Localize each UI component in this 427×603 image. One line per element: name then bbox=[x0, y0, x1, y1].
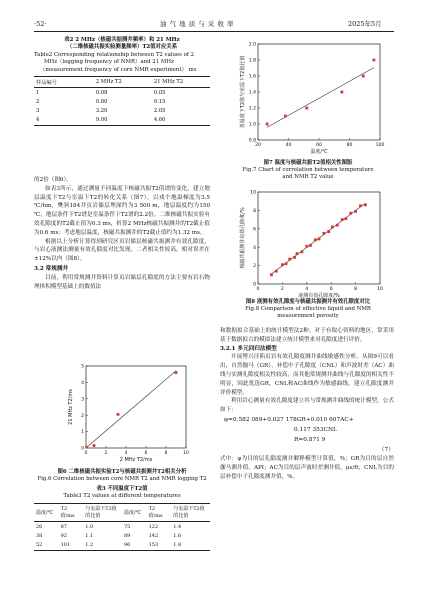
table-cell: 2.05 bbox=[153, 108, 166, 115]
paragraph: 式中：φ为目的层孔隙度测井解释模型计算值，%；GR为目的层自然伽马测井值，API；AC为目的层声波时差测井值，μs/ft；CNL为目的层补偿中子孔隙度测井值，%。 bbox=[220, 455, 394, 480]
y-tick-label: 2 bbox=[253, 264, 256, 270]
data-point bbox=[285, 262, 288, 265]
table-cell: 1 bbox=[36, 89, 40, 96]
equation-number: （7） bbox=[378, 446, 394, 453]
fig7-caption-en: Fig.7 Chart of correlation between temperature bbox=[242, 167, 374, 173]
table-row bbox=[34, 97, 210, 106]
x-tick-label: 10 bbox=[377, 287, 383, 292]
table2-title-en2: MHz（logging frequency of NMR）and 21 MHz bbox=[44, 59, 174, 66]
table-cell: 4 bbox=[36, 117, 40, 124]
fig8-chart bbox=[228, 186, 388, 300]
data-point bbox=[309, 244, 312, 247]
table2-title-en: Table2 Corresponding relationship between T2 values of 2 bbox=[34, 51, 195, 58]
table3-title-cn: 表3 不同温度下T2值 bbox=[96, 486, 148, 492]
table3-block bbox=[34, 486, 210, 551]
table2 bbox=[34, 77, 210, 125]
y-tick-label: 4 bbox=[81, 381, 84, 386]
table-cell: 89 bbox=[123, 532, 131, 539]
x-tick-label: 2 bbox=[280, 287, 284, 292]
y-tick-label: 2 bbox=[81, 413, 84, 419]
table-cell: 1.8 bbox=[173, 541, 182, 548]
data-point bbox=[281, 263, 284, 266]
table-cell: 4.60 bbox=[153, 117, 166, 124]
table-cell: 2 bbox=[36, 99, 40, 105]
plot-frame bbox=[258, 44, 380, 140]
table-row bbox=[34, 540, 210, 549]
header-rule bbox=[34, 31, 394, 32]
data-point bbox=[305, 245, 308, 248]
x-axis-label: 液测有效孔隙度/% bbox=[298, 293, 340, 299]
fig8-caption-en2: measurement porosity bbox=[277, 313, 339, 319]
y-tick-label: 0.8 bbox=[248, 138, 256, 144]
table3 bbox=[34, 504, 210, 550]
table2-header-cell: 2 MHz T2 bbox=[95, 79, 122, 86]
data-point bbox=[327, 230, 330, 233]
data-point bbox=[341, 218, 344, 221]
data-point bbox=[175, 371, 178, 374]
data-point bbox=[349, 212, 352, 215]
table-cell: 1.4 bbox=[173, 523, 182, 530]
trendline bbox=[267, 68, 374, 128]
table3-header-cell: T2 值/ms bbox=[60, 505, 75, 519]
table-cell: 9.00 bbox=[95, 117, 108, 124]
table2-block bbox=[34, 37, 210, 126]
table-cell: 1.6 bbox=[173, 532, 182, 539]
y-axis-label: 核磁共振测井有效孔隙度/% bbox=[240, 207, 246, 269]
x-tick-label: 80 bbox=[346, 143, 353, 148]
data-point bbox=[117, 413, 120, 416]
table-cell: 26 bbox=[36, 523, 43, 530]
equation-line: 0.117 353CNL bbox=[294, 426, 337, 433]
data-point bbox=[336, 224, 339, 227]
table-cell: 0.15 bbox=[153, 99, 166, 105]
y-tick-label: 1.8 bbox=[248, 58, 256, 64]
equation-block bbox=[220, 415, 394, 453]
x-tick-label: 60 bbox=[316, 143, 322, 148]
table3-header-cell: 温度/℃ bbox=[123, 509, 142, 516]
table2-title-cn2: （二维核磁共振实验测量频率）T2值对应关系 bbox=[66, 44, 178, 51]
table-cell: 153 bbox=[148, 541, 159, 548]
fig7-chart bbox=[228, 38, 388, 158]
x-axis-label: 2 MHz T2/ms bbox=[119, 457, 153, 463]
table-row bbox=[34, 88, 210, 97]
page-number: ·52· bbox=[34, 20, 47, 28]
fig6-chart bbox=[64, 360, 194, 466]
y-tick-label: 6 bbox=[253, 227, 256, 233]
table3-header-cell: 与室温下T2值的比值 bbox=[85, 506, 117, 520]
x-tick-label: 20 bbox=[255, 143, 261, 148]
paragraph: 如表3所示，通过测量不同温度下核磁共振T2值谱的变化，建立地层温度下T2与室温下T2的转化关系（图7）。以戏个地温梯度为3.5 ℃/hm，樊斜184井页岩储层埋深约为3 500 m，地层温度约为150 ℃，地层条件下T2谱是室温条件下T2谱的2.2倍。二维核磁共振实验有效孔隙度的T2截止值为0.3 ms，折算2 MHz核磁共振测井的T2截止值为0.6 ms；考虑地层温度，核磁共振测井的T2截止值约为1.32 ms。 bbox=[34, 185, 210, 236]
paragraph: 开展博兴洼陷页岩有效孔隙度测井曲线敏感性分析，从图9可以看出，自然伽马（GR）、补偿中子孔隙度（CNL）和声波时差（AC）曲线与实测孔隙度相关性较高，而其他常规测井曲线与孔隙度的相关性不明显，因此优选GR，CNL和AC曲线作为敏感曲线，建立孔隙度测井评价模型。 bbox=[220, 354, 394, 396]
x-tick-label: 4 bbox=[305, 287, 309, 292]
table3-header-row bbox=[34, 504, 210, 521]
data-point bbox=[293, 256, 296, 259]
y-tick-label: 0 bbox=[81, 446, 84, 452]
table-row bbox=[34, 107, 210, 116]
paragraph: 和数据拟合基础上的统计模型法2种。对于有取心资料的地区，常采用基于数据拟合的模拟法建立统计模型来对孔隙度进行评价。 bbox=[220, 328, 394, 343]
x-tick-label: 0 bbox=[256, 287, 260, 292]
data-point bbox=[344, 217, 347, 220]
y-tick-label: 5 bbox=[81, 364, 84, 370]
table-cell: 1.0 bbox=[85, 523, 94, 530]
data-point bbox=[275, 270, 278, 273]
data-point bbox=[288, 258, 291, 261]
equation-line: R=0.871 9 bbox=[294, 436, 326, 443]
y-tick-label: 4 bbox=[253, 245, 256, 251]
data-point bbox=[284, 115, 287, 118]
fig7-caption-cn: 图7 温度与核磁共振T2值相关性图版 bbox=[263, 160, 353, 166]
table2-title-cn: 表2 2 MHz（核磁共振测井频率）和 21 MHz bbox=[64, 37, 180, 43]
y-tick-label: 1.4 bbox=[248, 90, 256, 96]
table-cell: 1.2 bbox=[85, 541, 94, 548]
table-cell: 3 bbox=[36, 108, 40, 115]
data-point bbox=[373, 59, 376, 62]
issue-date: 2025年5月 bbox=[348, 20, 382, 28]
equation-line: φ=0.582 089+0.027 178GR+0.010 607AC+ bbox=[224, 416, 354, 423]
data-point bbox=[301, 250, 304, 253]
left-text-block bbox=[34, 176, 210, 291]
table3-header-cell: 温度/℃ bbox=[36, 509, 54, 516]
data-point bbox=[266, 123, 269, 126]
table-cell: 0.80 bbox=[95, 99, 108, 105]
table-cell: 101 bbox=[60, 541, 71, 548]
data-point bbox=[270, 273, 273, 276]
table-cell: 96 bbox=[123, 541, 131, 548]
table-row bbox=[34, 116, 210, 125]
table-cell: 122 bbox=[148, 523, 159, 530]
data-point bbox=[85, 446, 88, 449]
table-cell: 1.1 bbox=[85, 532, 94, 539]
x-tick-label: 6 bbox=[329, 287, 333, 292]
x-tick-label: 8 bbox=[164, 451, 168, 456]
y-axis-label: 21 MHz T2/ms bbox=[68, 389, 74, 425]
paragraph: 根据以上分析计算得到研究区页岩储层核磁共振测井有效孔隙度，与岩心液测法测量有效孔隙度对比发现，二者相关性较高，相对误差在±12%以内（图8）。 bbox=[34, 238, 210, 263]
table-cell: 52 bbox=[36, 541, 43, 548]
data-point bbox=[359, 204, 362, 207]
table-row bbox=[34, 522, 210, 531]
data-point bbox=[331, 226, 334, 229]
section-heading: 3.2.1 多元回归法模型 bbox=[220, 345, 277, 352]
y-tick-label: 10 bbox=[250, 190, 256, 196]
y-axis-label: 各温度下T2值与室温下T2值比值 bbox=[240, 55, 246, 129]
table-cell: 92 bbox=[60, 532, 67, 539]
x-tick-label: 0 bbox=[84, 451, 88, 456]
x-tick-label: 10 bbox=[183, 451, 189, 456]
table-cell: 87 bbox=[60, 523, 67, 530]
journal-title: 油 气 地 质 与 采 收 率 bbox=[160, 20, 234, 28]
data-point bbox=[364, 203, 367, 206]
y-tick-label: 0 bbox=[253, 282, 256, 288]
table-cell: 3.20 bbox=[95, 108, 108, 115]
y-tick-label: 3 bbox=[81, 397, 84, 403]
x-tick-label: 2 bbox=[104, 451, 108, 456]
table-cell: 0.08 bbox=[95, 89, 108, 96]
data-point bbox=[93, 444, 96, 447]
paragraph: 利用岩心测量有效孔隙度建立其与常规测井曲线的统计模型，公式如下： bbox=[220, 398, 394, 414]
table2-header-cell: 21 MHz T2 bbox=[153, 79, 184, 86]
fig8-caption-cn: 图8 液测有效孔隙度与核磁共振测井有效孔隙度对比 bbox=[245, 299, 371, 305]
fig6-caption-en: Fig.6 Correlation between core NMR T2 and NMR logging T2 bbox=[37, 476, 207, 482]
data-point bbox=[296, 252, 299, 255]
y-tick-label: 1 bbox=[81, 430, 84, 436]
trendline bbox=[87, 371, 176, 448]
table-cell: 142 bbox=[148, 532, 159, 539]
section-heading: 3.2 常规测井 bbox=[34, 265, 69, 272]
fig7-caption-en2: and NMR T2 value bbox=[282, 174, 334, 180]
table2-header-cell: 样品编号 bbox=[36, 79, 57, 86]
data-point bbox=[354, 210, 357, 213]
table-row bbox=[34, 531, 210, 540]
y-tick-label: 2.0 bbox=[248, 42, 256, 48]
data-point bbox=[305, 107, 308, 110]
x-tick-label: 4 bbox=[124, 451, 128, 456]
y-tick-label: 8 bbox=[253, 209, 256, 214]
x-tick-label: 8 bbox=[354, 287, 358, 292]
table2-title-en3: （measurement frequency of core NMR experiment） ms bbox=[40, 66, 197, 73]
table3-title-en: Table3 T2 values at different temperatures bbox=[63, 493, 181, 500]
table3-header-cell: T2 值/ms bbox=[148, 505, 163, 519]
y-tick-label: 1.2 bbox=[248, 106, 256, 112]
paragraph: 的2倍（图6）。 bbox=[34, 177, 72, 183]
table-cell: 38 bbox=[36, 532, 43, 539]
x-tick-label: 100 bbox=[375, 143, 385, 148]
plot-frame bbox=[86, 366, 186, 448]
data-point bbox=[318, 238, 321, 241]
fig8-caption-en: Fig.8 Comparison of effective liquid and NMR bbox=[245, 306, 371, 312]
y-tick-label: 1.0 bbox=[248, 122, 256, 128]
data-point bbox=[340, 91, 343, 94]
x-tick-label: 40 bbox=[285, 143, 292, 148]
table-cell: 75 bbox=[123, 523, 131, 530]
data-point bbox=[322, 232, 325, 235]
fig6-caption-cn: 图6 二维核磁共振实验T2与核磁共振测井T2相关分析 bbox=[57, 469, 187, 475]
paragraph: 目前，利用常规测井资料计算页岩储层孔隙度的方法主要有岩石物理体积模型基础上的数值法 bbox=[34, 274, 210, 290]
right-text-block bbox=[220, 327, 394, 481]
table2-header-row bbox=[34, 77, 210, 87]
x-tick-label: 6 bbox=[144, 451, 148, 456]
x-axis-label: 温度/℃ bbox=[310, 149, 328, 155]
table3-header-cell: 与室温下T2值的比值 bbox=[173, 506, 205, 520]
table-cell: 0.05 bbox=[153, 89, 166, 96]
data-point bbox=[314, 238, 317, 241]
data-point bbox=[362, 75, 365, 78]
y-tick-label: 1.6 bbox=[248, 74, 256, 80]
